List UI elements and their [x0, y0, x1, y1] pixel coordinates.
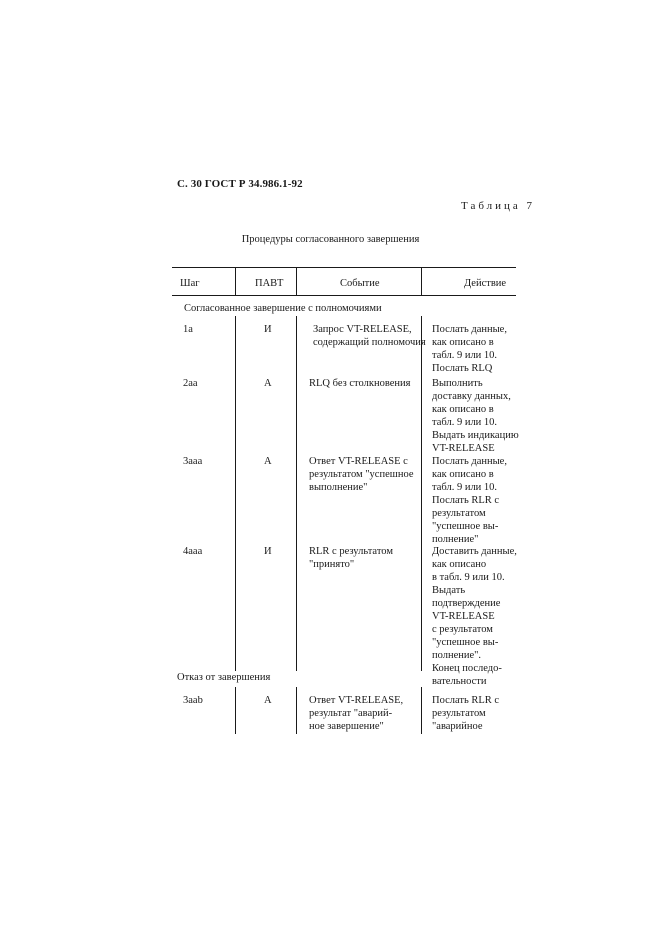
event-line: Запрос VT-RELEASE, — [313, 324, 412, 335]
table-row-step: 3ааа — [183, 456, 203, 467]
action-line: Послать данные, — [432, 456, 507, 467]
table-row-step: 3ааb — [183, 695, 203, 706]
action-line: вательности — [432, 676, 487, 687]
column-header-pavt: ПАВТ — [255, 278, 284, 289]
column-header-event: Событие — [340, 278, 380, 289]
body-divider-2 — [296, 316, 297, 671]
header-divider-3 — [421, 267, 422, 295]
action-line: в табл. 9 или 10. — [432, 572, 505, 583]
action-line: табл. 9 или 10. — [432, 417, 498, 428]
body-divider-1 — [235, 316, 236, 671]
table-row-step: 2аа — [183, 378, 198, 389]
table-row-action — [432, 694, 499, 733]
table-row-pavt: А — [264, 456, 272, 467]
column-header-step: Шаг — [180, 278, 200, 289]
event-line: Ответ VT-RELEASE с — [309, 456, 408, 467]
action-line: табл. 9 или 10. — [432, 482, 498, 493]
action-line: Выдать индикацию — [432, 430, 519, 441]
body-divider-3 — [421, 687, 422, 734]
action-line: Послать RLR с — [432, 495, 500, 506]
action-line: "успешное вы- — [432, 637, 499, 648]
action-line: табл. 9 или 10. — [432, 350, 498, 361]
event-line: выполнение" — [309, 482, 368, 493]
action-line: VT-RELEASE — [432, 611, 495, 622]
event-line: Ответ VT-RELEASE, — [309, 695, 404, 706]
table-row-pavt: И — [264, 546, 272, 557]
action-line: Послать RLQ — [432, 363, 493, 374]
action-line: Конец последо- — [432, 663, 502, 674]
table-number: Таблица 7 — [461, 200, 536, 212]
event-line: RLR с результатом — [309, 546, 393, 557]
action-line: "аварийное — [432, 721, 483, 732]
table-row-event — [313, 323, 426, 349]
table-row-action — [432, 455, 507, 546]
header-divider-1 — [235, 267, 236, 295]
action-line: "успешное вы- — [432, 521, 499, 532]
table-row-step: 4ааа — [183, 546, 203, 557]
body-divider-1 — [235, 687, 236, 734]
column-header-action: Действие — [464, 278, 507, 289]
action-line: как описано в — [432, 337, 494, 348]
table-row-action — [432, 377, 519, 455]
table-row-action — [432, 323, 507, 375]
action-line: Выполнить — [432, 378, 483, 389]
table-row-event — [309, 694, 403, 733]
action-line: доставку данных, — [432, 391, 511, 402]
event-line: результатом "успешное — [309, 469, 414, 480]
action-line: как описано в — [432, 469, 494, 480]
section-title: Отказ от завершения — [177, 672, 271, 683]
event-line: ное завершение" — [309, 721, 384, 732]
action-line: полнение" — [432, 534, 479, 545]
table-top-rule — [172, 267, 516, 268]
table-row-event — [309, 545, 393, 571]
action-line: VT-RELEASE — [432, 443, 495, 454]
event-line: результат "аварий- — [309, 708, 393, 719]
action-line: результатом — [432, 508, 486, 519]
table-row-step: 1а — [183, 324, 193, 335]
action-line: как описано в — [432, 404, 494, 415]
event-line: "принято" — [309, 559, 355, 570]
table-row-pavt: И — [264, 324, 272, 335]
header-divider-2 — [296, 267, 297, 295]
body-divider-2 — [296, 687, 297, 734]
action-line: Выдать — [432, 585, 466, 596]
table-row-event — [309, 455, 413, 494]
action-line: как описано — [432, 559, 487, 570]
table-row-event — [309, 377, 410, 390]
action-line: полнение". — [432, 650, 482, 661]
table-row-pavt: А — [264, 378, 272, 389]
body-divider-3 — [421, 316, 422, 671]
action-line: подтверждение — [432, 598, 501, 609]
action-line: Послать RLR с — [432, 695, 500, 706]
section-title: Согласованное завершение с полномочиями — [184, 303, 382, 314]
event-line: содержащий полномочия — [313, 337, 426, 348]
action-line: Послать данные, — [432, 324, 507, 335]
table-row-action — [432, 545, 517, 688]
action-line: Доставить данные, — [432, 546, 517, 557]
event-line: RLQ без столкновения — [309, 378, 411, 389]
action-line: результатом — [432, 708, 486, 719]
action-line: с результатом — [432, 624, 493, 635]
page-header: С. 30 ГОСТ Р 34.986.1-92 — [177, 178, 303, 190]
table-header-rule — [172, 295, 516, 296]
table-caption: Процедуры согласованного завершения — [241, 234, 420, 245]
table-row-pavt: А — [264, 695, 272, 706]
